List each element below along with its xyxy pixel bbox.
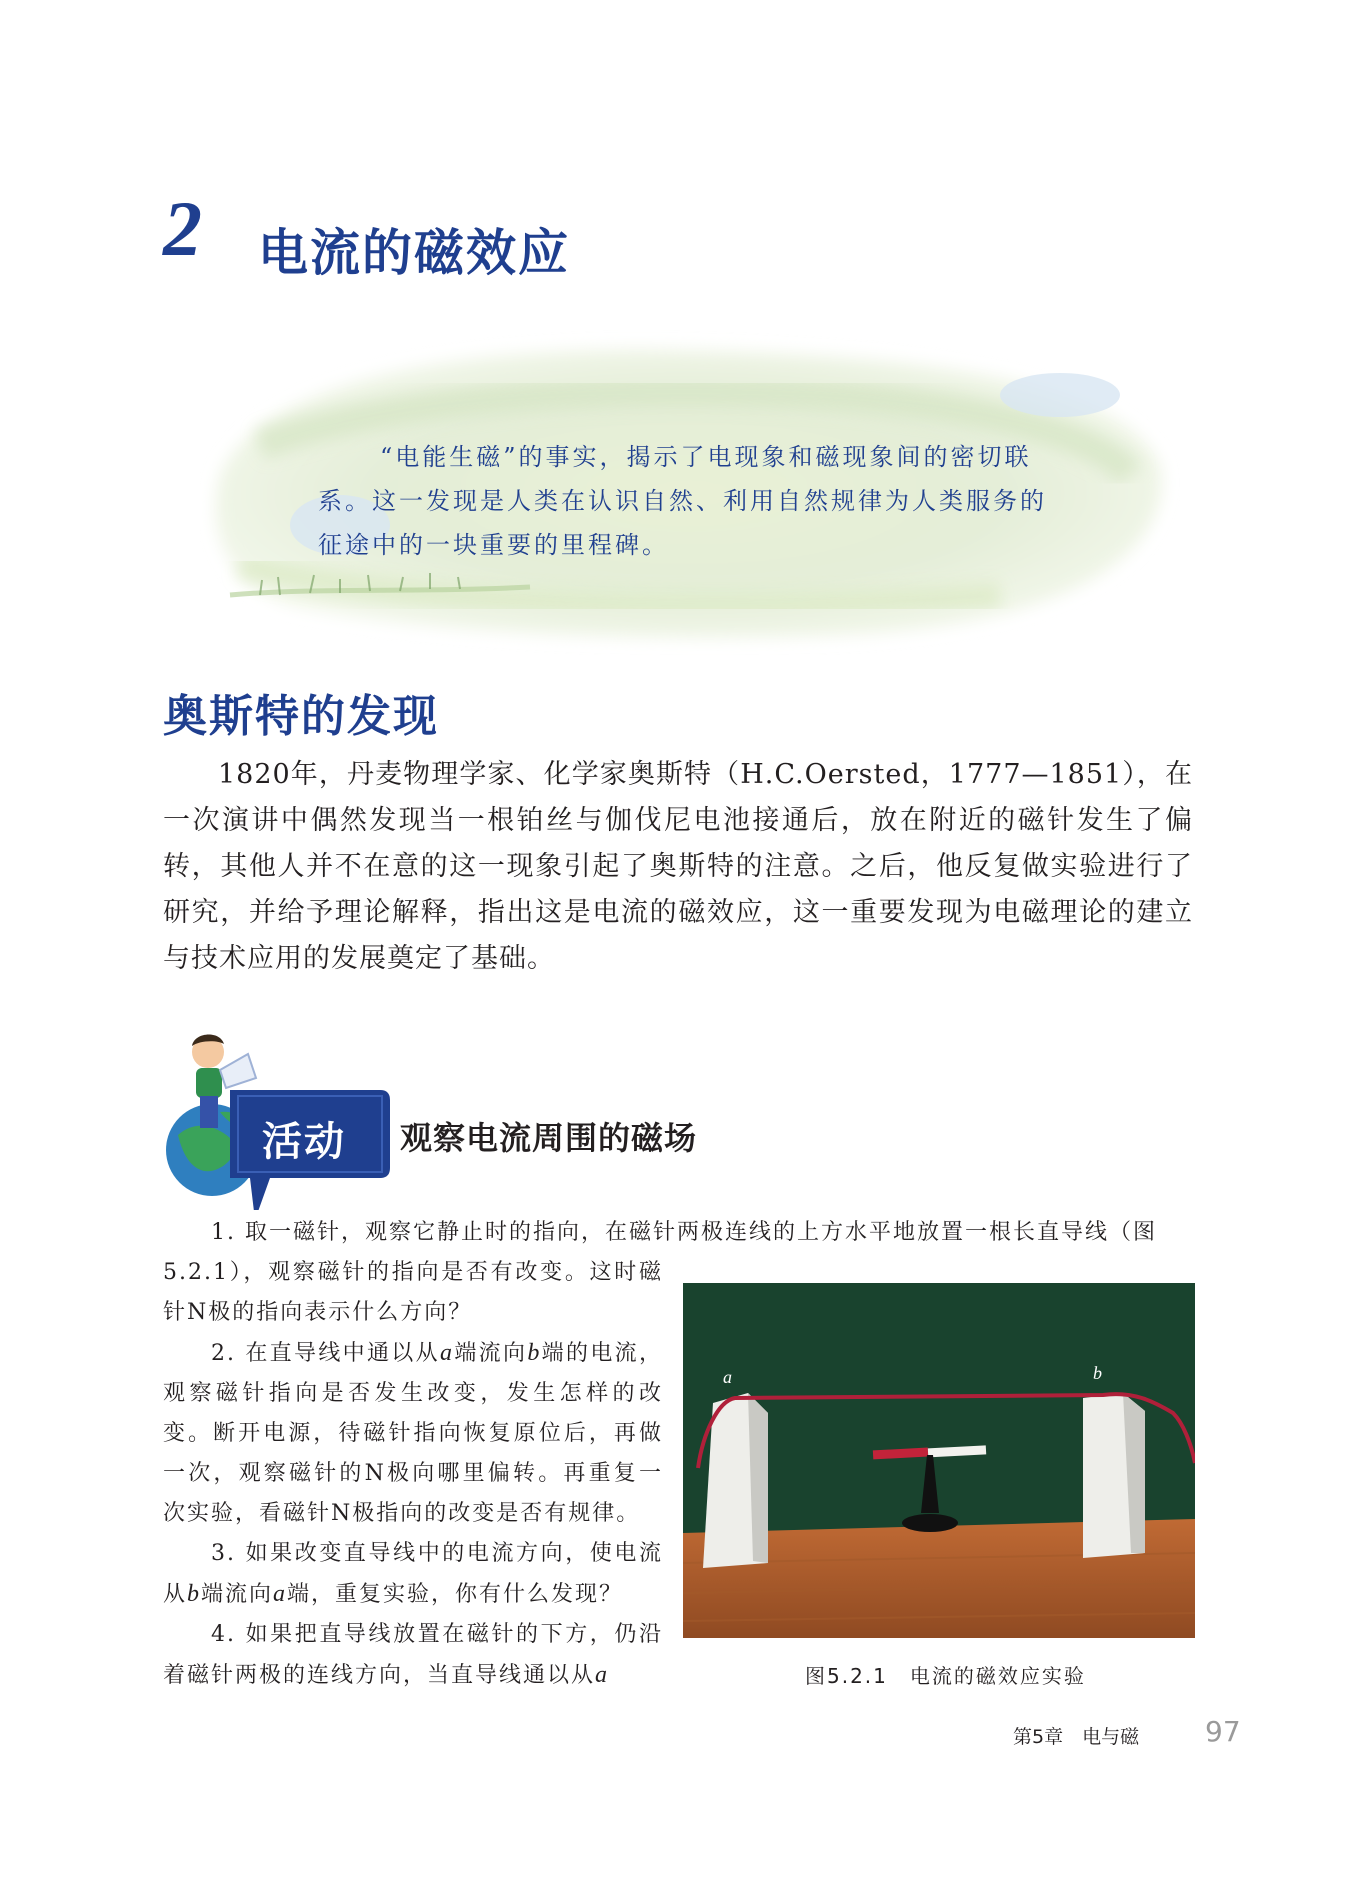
label-b: b <box>1093 1363 1102 1383</box>
section-title: 电流的磁效应 <box>258 224 570 282</box>
main-paragraph <box>163 752 1193 982</box>
section-number: 2 <box>163 185 202 272</box>
intro-paragraph: “电能生磁”的事实，揭示了电现象和磁现象间的密切联系。这一发现是人类在认识自然、利用自然规律为人类服务的征途中的一块重要的里程碑。 <box>318 443 1047 559</box>
main-paragraph-text: 1820年，丹麦物理学家、化学家奥斯特（H.C.Oersted，1777—1851），在一次演讲中偶然发现当一根铂丝与伽伐尼电池接通后，放在附近的磁针发生了偏转，其他人并不在意的这一现象引起了奥斯特的注意。之后，他反复做实验进行了研究，并给予理论解释，指出这是电流的磁效应，这一重要发现为电磁理论的建立与技术应用的发展奠定了基础。 <box>163 759 1193 974</box>
page-number: 97 <box>1205 1715 1241 1748</box>
activity-step-4: 4. 如果把直导线放置在磁针的下方，仍沿着磁针两极的连线方向，当直导线通以从a <box>163 1622 663 1688</box>
intro-text <box>318 435 1058 567</box>
footer-chapter: 第5章 电与磁 <box>1013 1726 1140 1748</box>
activity-step-3: 3. 如果改变直导线中的电流方向，使电流从b端流向a端，重复实验，你有什么发现？ <box>163 1541 663 1607</box>
activity-step-2: 2. 在直导线中通以从a端流向b端的电流，观察磁针指向是否发生改变，发生怎样的改变。断开电源，待磁针指向恢复原位后，再做一次，观察磁针的N极向哪里偏转。再重复一次实验，看磁针N极指向的改变是否有规律。 <box>163 1340 663 1526</box>
activity-step-1-line: 1. 取一磁针，观察它静止时的指向，在磁针两极连线的上方水平地放置一根长直导线（图 <box>211 1220 1157 1245</box>
experiment-photo <box>683 1283 1195 1638</box>
figure-caption: 图5.2.1 电流的磁效应实验 <box>805 1664 1086 1688</box>
activity-step-1-rest: 5.2.1），观察磁针的指向是否有改变。这时磁针N极的指向表示什么方向？ <box>163 1260 663 1325</box>
subsection-title: 奥斯特的发现 <box>163 691 439 742</box>
activity-label: 活动 <box>262 1119 346 1165</box>
label-a: a <box>723 1367 732 1387</box>
activity-title: 观察电流周围的磁场 <box>400 1119 698 1157</box>
activity-steps-column <box>163 1253 663 1696</box>
